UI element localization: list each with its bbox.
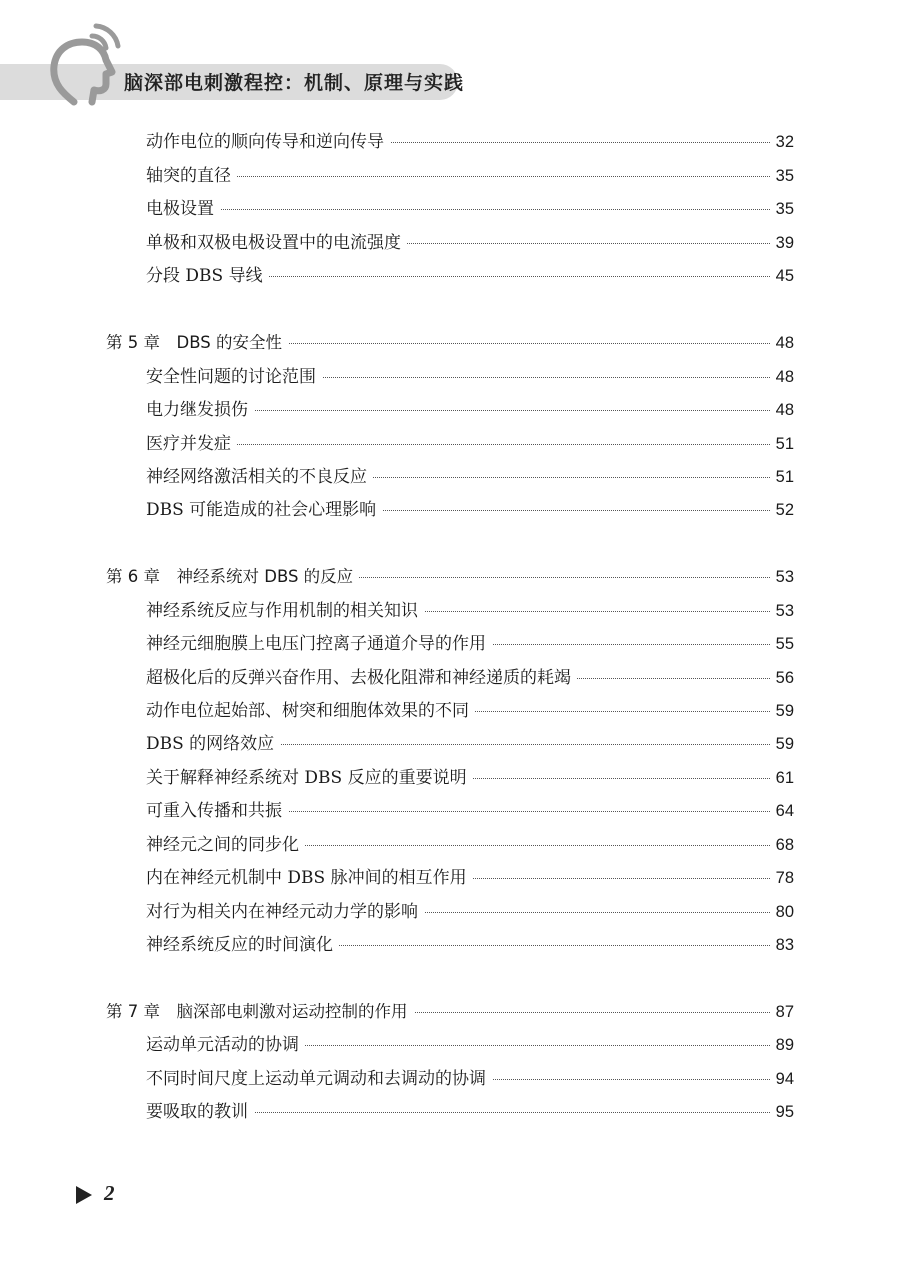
toc-entry[interactable] — [0, 862, 900, 894]
toc-entry[interactable] — [0, 428, 900, 460]
book-title: 脑深部电刺激程控：机制、原理与实践 — [124, 72, 465, 94]
toc-entry-title: 神经元之间的同步化 — [146, 829, 305, 861]
toc-entry-page: 48 — [770, 394, 794, 426]
toc-entry[interactable] — [0, 160, 900, 192]
toc-entry[interactable] — [0, 595, 900, 627]
toc-entry-title: 神经元细胞膜上电压门控离子通道介导的作用 — [146, 628, 492, 660]
toc-entry[interactable] — [0, 662, 900, 694]
chapter-title: 第 7 章 脑深部电刺激对运动控制的作用 — [106, 996, 414, 1028]
toc-entry-title: DBS 可能造成的社会心理影响 — [146, 494, 382, 526]
chapter-page: 87 — [770, 996, 794, 1028]
toc-entry-title: 动作电位起始部、树突和细胞体效果的不同 — [146, 695, 475, 727]
toc-entry-page: 35 — [770, 160, 794, 192]
toc-entry-page: 83 — [770, 929, 794, 961]
toc-entry-page: 78 — [770, 862, 794, 894]
toc-entry-page: 56 — [770, 662, 794, 694]
toc-entry[interactable] — [0, 829, 900, 861]
toc-entry-page: 51 — [770, 461, 794, 493]
toc-entry-title: 安全性问题的讨论范围 — [146, 361, 322, 393]
toc-entry-title: 超极化后的反弹兴奋作用、去极化阻滞和神经递质的耗竭 — [146, 662, 577, 694]
toc-entry-title: DBS 的网络效应 — [146, 728, 280, 760]
toc-entry[interactable] — [0, 227, 900, 259]
toc-entry-page: 95 — [770, 1096, 794, 1128]
toc-entry[interactable] — [0, 494, 900, 526]
dot-leader — [150, 176, 770, 177]
toc-entry-title: 运动单元活动的协调 — [146, 1029, 305, 1061]
toc-entry-page: 64 — [770, 795, 794, 827]
toc-entry[interactable] — [0, 1063, 900, 1095]
toc-entry-title: 可重入传播和共振 — [146, 795, 288, 827]
toc-entry-title: 医疗并发症 — [146, 428, 237, 460]
toc-entry[interactable] — [0, 762, 900, 794]
toc-entry-title: 神经系统反应与作用机制的相关知识 — [146, 595, 424, 627]
toc-entry-title: 神经系统反应的时间演化 — [146, 929, 339, 961]
dot-leader — [150, 209, 770, 210]
dot-leader — [150, 444, 770, 445]
toc-entry[interactable] — [0, 695, 900, 727]
toc-chapter-5[interactable] — [0, 327, 900, 359]
toc-chapter-6[interactable] — [0, 561, 900, 593]
toc-entry-page: 89 — [770, 1029, 794, 1061]
toc-entry-page: 55 — [770, 628, 794, 660]
head-signal-icon — [44, 22, 124, 106]
toc-entry[interactable] — [0, 126, 900, 158]
toc-entry-page: 59 — [770, 695, 794, 727]
toc-entry-page: 61 — [770, 762, 794, 794]
toc-entry-title: 对行为相关内在神经元动力学的影响 — [146, 896, 424, 928]
page-header — [0, 0, 900, 110]
toc-entry-page: 52 — [770, 494, 794, 526]
toc-entry[interactable] — [0, 260, 900, 292]
toc-entry-page: 48 — [770, 361, 794, 393]
toc-entry-page: 35 — [770, 193, 794, 225]
toc-entry[interactable] — [0, 896, 900, 928]
toc-entry-title: 关于解释神经系统对 DBS 反应的重要说明 — [146, 762, 473, 794]
toc-entry[interactable] — [0, 1096, 900, 1128]
toc-entry-title: 要吸取的教训 — [146, 1096, 254, 1128]
toc-entry-page: 94 — [770, 1063, 794, 1095]
toc-entry-title: 轴突的直径 — [146, 160, 237, 192]
toc-entry[interactable] — [0, 795, 900, 827]
toc-entry-title: 不同时间尺度上运动单元调动和去调动的协调 — [146, 1063, 492, 1095]
page-number: 2 — [104, 1181, 115, 1205]
toc-entry-title: 电力继发损伤 — [146, 394, 254, 426]
toc-entry[interactable] — [0, 193, 900, 225]
toc-entry[interactable] — [0, 361, 900, 393]
toc-entry-page: 39 — [770, 227, 794, 259]
toc-entry[interactable] — [0, 628, 900, 660]
toc-entry-title: 电极设置 — [146, 193, 220, 225]
chapter-page: 53 — [770, 561, 794, 593]
play-arrow-icon — [76, 1186, 92, 1204]
toc-entry-title: 单极和双极电极设置中的电流强度 — [146, 227, 407, 259]
chapter-title: 第 5 章 DBS 的安全性 — [106, 327, 288, 359]
toc-entry[interactable] — [0, 1029, 900, 1061]
toc-entry[interactable] — [0, 461, 900, 493]
toc-entry[interactable] — [0, 394, 900, 426]
toc-entry[interactable] — [0, 728, 900, 760]
toc-entry-page: 51 — [770, 428, 794, 460]
toc-entry-title: 内在神经元机制中 DBS 脉冲间的相互作用 — [146, 862, 473, 894]
toc-entry-page: 53 — [770, 595, 794, 627]
chapter-title: 第 6 章 神经系统对 DBS 的反应 — [106, 561, 359, 593]
toc-entry-page: 32 — [770, 126, 794, 158]
toc-entry-title: 分段 DBS 导线 — [146, 260, 269, 292]
toc-entry-title: 神经网络激活相关的不良反应 — [146, 461, 373, 493]
toc-chapter-7[interactable] — [0, 996, 900, 1028]
toc-entry[interactable] — [0, 929, 900, 961]
toc-entry-title: 动作电位的顺向传导和逆向传导 — [146, 126, 390, 158]
toc-entry-page: 80 — [770, 896, 794, 928]
chapter-page: 48 — [770, 327, 794, 359]
toc-entry-page: 45 — [770, 260, 794, 292]
toc-entry-page: 68 — [770, 829, 794, 861]
toc-entry-page: 59 — [770, 728, 794, 760]
